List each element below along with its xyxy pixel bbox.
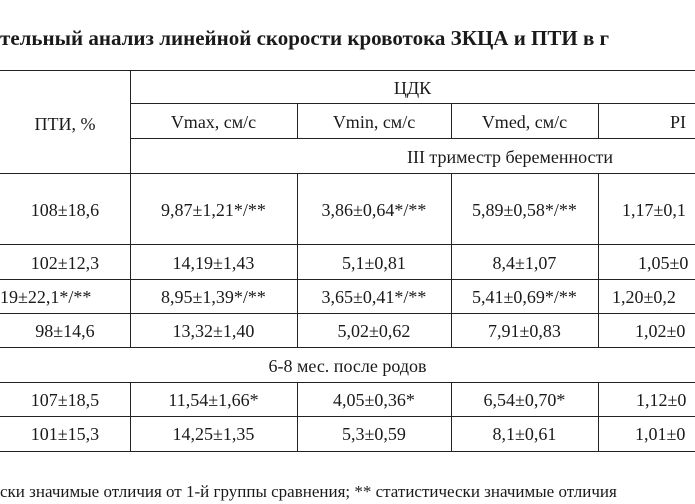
- row6-vmax: 14,25±1,35: [172, 424, 255, 444]
- table-top-rule: [0, 70, 695, 71]
- row2-pti: 102±12,3: [30, 253, 100, 273]
- vmed-column-divider-body1: [598, 173, 599, 348]
- row2-vmax: 14,19±1,43: [172, 253, 255, 273]
- row4-rule: [0, 347, 695, 348]
- row4-pti: 98±14,6: [35, 321, 95, 341]
- table-footnote: ски значимые отличия от 1-й группы сравнения; ** статистически значимые отличия: [0, 482, 617, 501]
- header-vmed: Vmed, см/с: [481, 112, 568, 132]
- row3-vmin: 3,65±0,41*/**: [321, 287, 427, 307]
- row2-vmed: 8,4±1,07: [492, 253, 557, 273]
- row5-pti: 107±18,5: [30, 390, 100, 410]
- row1-vmed: 5,89±0,58*/**: [472, 200, 577, 220]
- row3-pi: 1,20±0,2: [612, 287, 676, 307]
- row5-rule: [0, 416, 695, 417]
- header-cdk: ЦДК: [393, 78, 432, 98]
- table-title: тельный анализ линейной скорости кровотока ЗКЦА и ПТИ в г: [0, 26, 610, 50]
- row3-vmed: 5,41±0,69*/**: [472, 287, 577, 307]
- row6-vmin: 5,3±0,59: [342, 424, 406, 444]
- row4-pi: 1,02±0: [635, 321, 686, 341]
- row5-vmax: 11,54±1,66*: [168, 390, 259, 410]
- section1-rule: [0, 173, 695, 174]
- row2-pi: 1,05±0: [638, 253, 689, 273]
- row3-vmax: 8,95±1,39*/**: [161, 287, 266, 307]
- row5-pi: 1,12±0: [636, 390, 687, 410]
- row3-rule: [0, 313, 695, 314]
- row2-rule: [0, 279, 695, 280]
- row4-vmed: 7,91±0,83: [488, 321, 561, 341]
- row4-vmin: 5,02±0,62: [337, 321, 411, 341]
- column-header-rule: [130, 138, 695, 139]
- section2-rule: [0, 382, 695, 383]
- cdk-header-rule: [130, 103, 695, 104]
- row1-vmin: 3,86±0,64*/**: [321, 200, 427, 220]
- row5-vmin: 4,05±0,36*: [333, 390, 415, 410]
- table-bottom-rule: [0, 451, 695, 452]
- row2-vmin: 5,1±0,81: [342, 253, 406, 273]
- row1-pti: 108±18,6: [30, 200, 100, 220]
- row1-rule: [0, 244, 695, 245]
- row5-vmed: 6,54±0,70*: [483, 390, 566, 410]
- vmed-column-divider-body2: [598, 382, 599, 452]
- header-pi: PI: [669, 112, 686, 132]
- row6-pi: 1,01±0: [635, 424, 686, 444]
- row1-vmax: 9,87±1,21*/**: [161, 200, 266, 220]
- row1-pi: 1,17±0,1: [622, 200, 686, 220]
- row6-vmed: 8,1±0,61: [492, 424, 557, 444]
- header-vmax: Vmax, см/с: [170, 112, 257, 132]
- header-pti: ПТИ, %: [34, 114, 96, 134]
- row4-vmax: 13,32±1,40: [172, 321, 255, 341]
- header-vmin: Vmin, см/с: [332, 112, 416, 132]
- section-label-postpartum: 6-8 мес. после родов: [268, 356, 427, 376]
- row3-pti: 19±22,1*/**: [0, 287, 92, 307]
- section-label-third-trimester: III триместр беременности: [406, 147, 614, 167]
- row6-pti: 101±15,3: [30, 424, 100, 444]
